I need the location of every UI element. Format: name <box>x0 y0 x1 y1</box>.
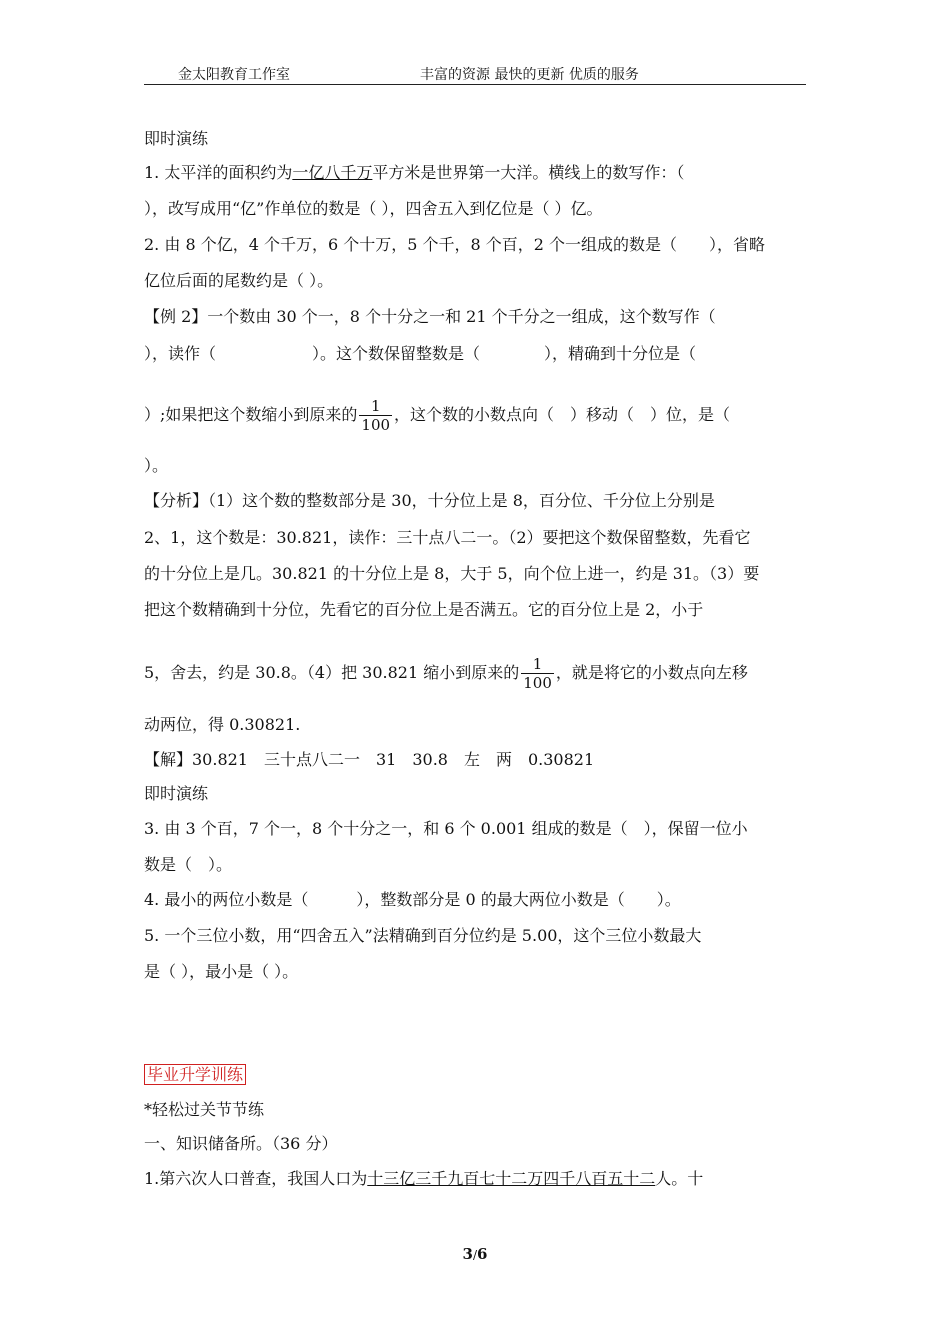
analysis-line4: 把这个数精确到十分位，先看它的百分位上是否满五。它的百分位上是 2，小于 <box>144 600 704 619</box>
q5-line1: 5. 一个三位小数，用“四舍五入”法精确到百分位约是 5.00，这个三位小数最大 <box>144 926 702 945</box>
example2-line4: ）。 <box>144 456 169 475</box>
page-header <box>144 62 806 85</box>
analysis-line1: 【分析】（1）这个数的整数部分是 30，十分位上是 8，百分位、千分位上分别是 <box>144 491 715 510</box>
analysis-line5: 5，舍去，约是 30.8。（4）把 30.821 缩小到原来的 $\frac{1}{100}$ ，就是将它的小数点向左移 <box>144 655 748 692</box>
header-left: 金太阳教育工作室 <box>178 67 290 83</box>
q2-line2: 亿位后面的尾数约是（ ）。 <box>144 271 334 290</box>
analysis-line2: 2、1，这个数是：30.821，读作：三十点八二一。（2）要把这个数保留整数，先看它 <box>144 528 751 547</box>
fraction: $\frac{1}{100}$ <box>523 655 552 692</box>
q2-line1: 2. 由 8 个亿，4 个千万，6 个十万，5 个千，8 个百，2 个一组成的数是（ ），省略 <box>144 235 766 254</box>
example2-line1: 【例 2】一个数由 30 个一，8 个十分之一和 21 个千分之一组成，这个数写作（ <box>144 307 716 326</box>
part1-title: 一、知识储备所。（36 分） <box>144 1134 338 1153</box>
example2-line2: ），读作（ ）。这个数保留整数是（ ），精确到十分位是（ <box>144 344 697 363</box>
practice2-title: 即时演练 <box>144 784 209 803</box>
q5-line2: 是（ ），最小是（ ）。 <box>144 962 299 981</box>
fraction: $\frac{1}{100}$ <box>361 397 391 434</box>
q1-line2: ），改写成用“亿”作单位的数是（ ），四舍五入到亿位是（ ）亿。 <box>144 199 603 218</box>
practice1-title: 即时演练 <box>144 129 209 148</box>
page-number: 3/6 <box>462 1245 488 1263</box>
q1-line1: 1. 太平洋的面积约为一亿八千万平方米是世界第一大洋。横线上的数写作：（ <box>144 163 685 182</box>
analysis-line6: 动两位，得 0.30821. <box>144 715 301 734</box>
solution: 【解】30.821 三十点八二一 31 30.8 左 两 0.30821 <box>144 750 595 769</box>
q3-line1: 3. 由 3 个百，7 个一，8 个十分之一，和 6 个 0.001 组成的数是（ ），保留一位小 <box>144 819 748 838</box>
q3-line2: 数是（ ）。 <box>144 855 233 874</box>
question-1: 1.第六次人口普查，我国人口为十三亿三千九百七十二万四千八百五十二人。十 <box>144 1169 704 1188</box>
q4: 4. 最小的两位小数是（ ），整数部分是 0 的最大两位小数是（ ）。 <box>144 890 681 909</box>
header-right: 丰富的资源 最快的更新 优质的服务 <box>420 67 639 83</box>
analysis-line3: 的十分位上是几。30.821 的十分位上是 8，大于 5，向个位上进一，约是 31。（3）要 <box>144 564 760 583</box>
section-title: 毕业升学训练 <box>144 1064 808 1086</box>
example2-line3: ）;如果把这个数缩小到原来的 $\frac{1}{100}$ ，这个数的小数点向（ ）移动（ ）位，是（ <box>144 397 731 434</box>
subsection-title: *轻松过关节节练 <box>144 1100 265 1119</box>
